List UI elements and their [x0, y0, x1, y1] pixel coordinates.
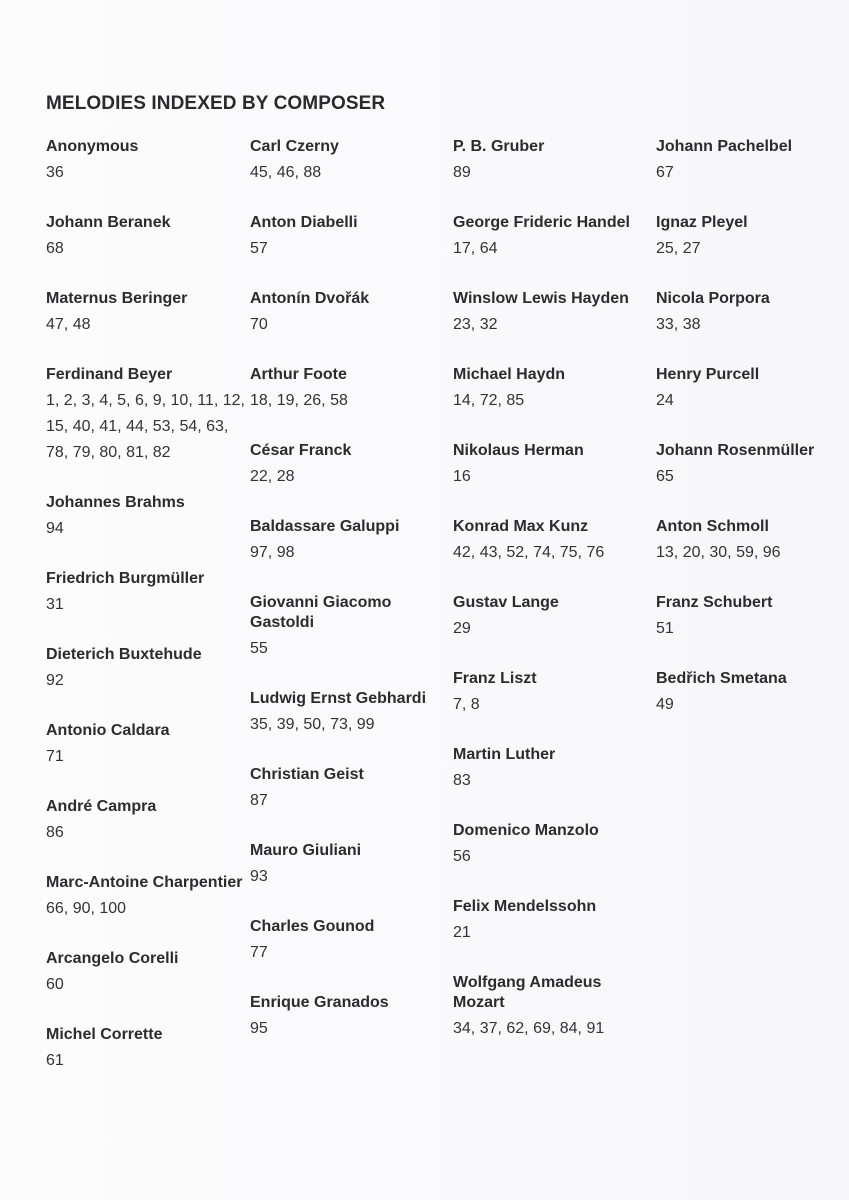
- page-numbers: 97, 98: [250, 544, 295, 561]
- column-4: [656, 137, 849, 745]
- composer-name: Ferdinand Beyer: [46, 366, 173, 383]
- composer-name: Antonio Caldara: [46, 722, 170, 739]
- composer-name: Ignaz Pleyel: [656, 214, 748, 231]
- composer-entry: [46, 493, 246, 542]
- composer-name: Martin Luther: [453, 746, 556, 763]
- composer-name: Nicola Porpora: [656, 290, 770, 307]
- composer-name: Maternus Beringer: [46, 290, 188, 307]
- page-numbers: 16: [453, 468, 471, 485]
- page-numbers: 31: [46, 596, 64, 613]
- page-numbers: 71: [46, 748, 64, 765]
- page-numbers: 86: [46, 824, 64, 841]
- composer-entry: [46, 949, 246, 998]
- page-numbers: 25, 27: [656, 240, 701, 257]
- page-numbers: 36: [46, 164, 64, 181]
- composer-entry: [250, 517, 450, 566]
- composer-entry: [46, 1025, 246, 1074]
- composer-entry: [656, 593, 849, 642]
- composer-entry: [46, 873, 246, 922]
- composer-entry: [656, 517, 849, 566]
- composer-entry: [46, 645, 246, 694]
- composer-name: Franz Schubert: [656, 594, 773, 611]
- composer-name: P. B. Gruber: [453, 138, 545, 155]
- composer-entry: [453, 973, 653, 1042]
- composer-name: Charles Gounod: [250, 918, 375, 935]
- page-numbers: 34, 37, 62, 69, 84, 91: [453, 1020, 605, 1037]
- column-2: [250, 137, 450, 1069]
- composer-entry: [453, 441, 653, 490]
- composer-entry: [250, 765, 450, 814]
- page-numbers: 29: [453, 620, 471, 637]
- composer-entry: [250, 841, 450, 890]
- composer-name: Wolfgang Amadeus Mozart: [453, 974, 602, 1011]
- composer-name: Dieterich Buxtehude: [46, 646, 202, 663]
- composer-name: Giovanni Giacomo Gastoldi: [250, 594, 392, 631]
- composer-name: Anton Diabelli: [250, 214, 358, 231]
- composer-name: Michel Corrette: [46, 1026, 163, 1043]
- composer-entry: [656, 289, 849, 338]
- composer-entry: [453, 593, 653, 642]
- composer-entry: [250, 137, 450, 186]
- page-numbers: 47, 48: [46, 316, 91, 333]
- composer-entry: [453, 517, 653, 566]
- composer-entry: [656, 365, 849, 414]
- composer-entry: [46, 289, 246, 338]
- composer-entry: [656, 441, 849, 490]
- page-numbers: 93: [250, 868, 268, 885]
- composer-entry: [656, 669, 849, 718]
- column-1: [46, 137, 246, 1101]
- composer-entry: [453, 289, 653, 338]
- composer-name: Anonymous: [46, 138, 139, 155]
- composer-name: Gustav Lange: [453, 594, 559, 611]
- composer-name: Anton Schmoll: [656, 518, 769, 535]
- composer-entry: [453, 365, 653, 414]
- composer-entry: [453, 213, 653, 262]
- composer-entry: [250, 993, 450, 1042]
- page-numbers: 77: [250, 944, 268, 961]
- page-numbers: 92: [46, 672, 64, 689]
- composer-name: Franz Liszt: [453, 670, 537, 687]
- composer-name: Konrad Max Kunz: [453, 518, 589, 535]
- page-numbers: 7, 8: [453, 696, 480, 713]
- composer-entry: [250, 365, 450, 414]
- composer-name: André Campra: [46, 798, 157, 815]
- composer-name: Nikolaus Herman: [453, 442, 584, 459]
- composer-name: Mauro Giuliani: [250, 842, 362, 859]
- page-numbers: 94: [46, 520, 64, 537]
- page-numbers: 60: [46, 976, 64, 993]
- composer-entry: [453, 897, 653, 946]
- composer-name: Antonín Dvořák: [250, 290, 370, 307]
- page-numbers: 95: [250, 1020, 268, 1037]
- composer-entry: [250, 289, 450, 338]
- composer-name: Arcangelo Corelli: [46, 950, 179, 967]
- page-numbers: 66, 90, 100: [46, 900, 127, 917]
- composer-name: Ludwig Ernst Gebhardi: [250, 690, 427, 707]
- composer-entry: [453, 821, 653, 870]
- composer-name: Johann Beranek: [46, 214, 171, 231]
- composer-name: Domenico Manzolo: [453, 822, 599, 839]
- composer-entry: [453, 745, 653, 794]
- page-numbers: 51: [656, 620, 674, 637]
- composer-entry: [453, 669, 653, 718]
- composer-name: Bedřich Smetana: [656, 670, 787, 687]
- page-numbers: 70: [250, 316, 268, 333]
- page-numbers: 24: [656, 392, 674, 409]
- composer-entry: [250, 441, 450, 490]
- page-numbers: 65: [656, 468, 674, 485]
- composer-entry: [453, 137, 653, 186]
- composer-entry: [250, 917, 450, 966]
- page-numbers: 55: [250, 640, 268, 657]
- composer-name: César Franck: [250, 442, 352, 459]
- composer-entry: [46, 721, 246, 770]
- page-numbers: 83: [453, 772, 471, 789]
- composer-entry: [656, 213, 849, 262]
- composer-name: Enrique Granados: [250, 994, 389, 1011]
- composer-name: Winslow Lewis Hayden: [453, 290, 629, 307]
- composer-name: Henry Purcell: [656, 366, 760, 383]
- page-numbers: 49: [656, 696, 674, 713]
- page-numbers: 17, 64: [453, 240, 498, 257]
- composer-entry: [250, 593, 450, 662]
- page-numbers: 21: [453, 924, 471, 941]
- composer-entry: [656, 137, 849, 186]
- page-numbers: 13, 20, 30, 59, 96: [656, 544, 781, 561]
- page-numbers: 56: [453, 848, 471, 865]
- page-numbers: 23, 32: [453, 316, 498, 333]
- composer-name: Johann Pachelbel: [656, 138, 793, 155]
- composer-entry: [46, 365, 246, 466]
- page-numbers: 87: [250, 792, 268, 809]
- page-numbers: 35, 39, 50, 73, 99: [250, 716, 375, 733]
- composer-entry: [250, 689, 450, 738]
- page-numbers: 1, 2, 3, 4, 5, 6, 9, 10, 11, 12, 15, 40, 41, 44, 53, 54, 63, 78, 79, 80, 81, 82: [46, 392, 245, 461]
- composer-entry: [46, 797, 246, 846]
- composer-name: Arthur Foote: [250, 366, 347, 383]
- composer-entry: [250, 213, 450, 262]
- page-numbers: 57: [250, 240, 268, 257]
- page-title: MELODIES INDEXED BY COMPOSER: [46, 93, 386, 114]
- composer-name: Michael Haydn: [453, 366, 566, 383]
- composer-name: Marc-Antoine Charpentier: [46, 874, 243, 891]
- page-numbers: 14, 72, 85: [453, 392, 525, 409]
- page-numbers: 45, 46, 88: [250, 164, 322, 181]
- composer-name: Felix Mendelssohn: [453, 898, 597, 915]
- composer-name: Christian Geist: [250, 766, 364, 783]
- page-numbers: 89: [453, 164, 471, 181]
- page-numbers: 33, 38: [656, 316, 701, 333]
- composer-name: Friedrich Burgmüller: [46, 570, 205, 587]
- page-numbers: 67: [656, 164, 674, 181]
- page-numbers: 22, 28: [250, 468, 295, 485]
- composer-name: Johannes Brahms: [46, 494, 185, 511]
- composer-name: George Frideric Handel: [453, 214, 630, 231]
- composer-entry: [46, 213, 246, 262]
- composer-name: Johann Rosenmüller: [656, 442, 815, 459]
- column-3: [453, 137, 653, 1069]
- page-numbers: 18, 19, 26, 58: [250, 392, 348, 409]
- page-numbers: 42, 43, 52, 74, 75, 76: [453, 544, 605, 561]
- page-numbers: 68: [46, 240, 64, 257]
- page-numbers: 61: [46, 1052, 64, 1069]
- composer-name: Carl Czerny: [250, 138, 339, 155]
- composer-entry: [46, 137, 246, 186]
- composer-entry: [46, 569, 246, 618]
- composer-name: Baldassare Galuppi: [250, 518, 400, 535]
